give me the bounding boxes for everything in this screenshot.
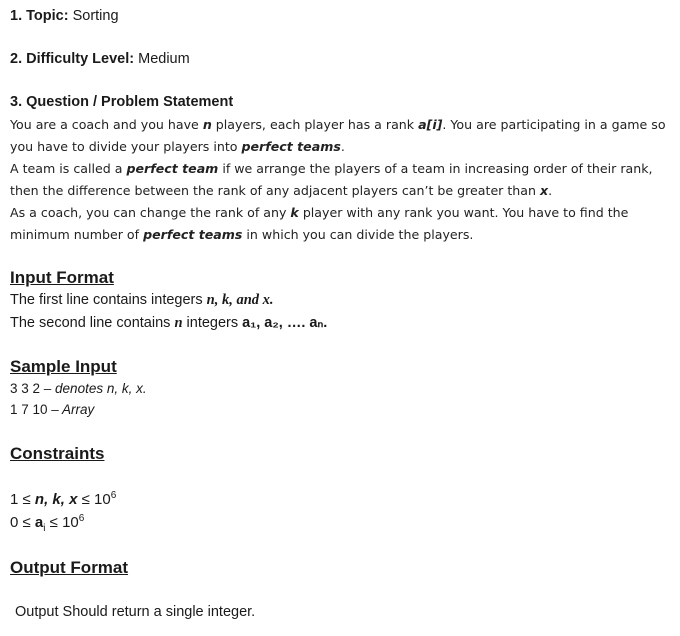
constraint-1: 1 ≤ n, k, $x \le 10^6$ [10,490,117,508]
statement-line-4: then the difference between the rank of any adjacent players can’t be greater than x. [10,183,553,198]
topic-value: Sorting [72,8,119,24]
input-format-line-2: The second line contains n integers a₁, a₂, …. aₙ. [10,315,328,331]
statement-line-6: minimum number of perfect teams in which you can divide the players. [10,227,474,242]
constraints-heading: Constraints [10,444,105,463]
sample-input-line-1: 3 3 2 – denotes n, k, x. [10,381,147,396]
sample-input-line-2: 1 7 10 – Array [10,402,95,417]
difficulty-line [10,51,190,67]
problem-statement [10,114,666,246]
input-format-line-1: The first line contains integers n, k, and x. [10,292,274,308]
output-format-text: Output Should return a single integer. [15,604,256,620]
sample-input-heading: Sample Input [10,357,117,376]
difficulty-label: 2. Difficulty Level: [10,51,135,67]
statement-line-5: As a coach, you can change the rank of any k player with any rank you want. You have to find the [10,205,629,220]
topic-line [10,8,119,24]
input-format-heading: Input Format [10,268,114,287]
topic-label: 1. Topic: [10,8,69,24]
constraint-2: $0 \le a_i \le 10^6$ [10,513,85,534]
output-format-heading: Output Format [10,558,129,577]
statement-line-2: you have to divide your players into perfect teams. [10,139,345,154]
statement-line-1: You are a coach and you have n players, each player has a rank a[i]. You are participating in a game so [10,117,666,132]
difficulty-value: Medium [138,51,190,67]
statement-line-3: A team is called a perfect team if we arrange the players of a team in increasing order of their rank, [10,161,653,176]
question-heading: 3. Question / Problem Statement [10,94,234,110]
